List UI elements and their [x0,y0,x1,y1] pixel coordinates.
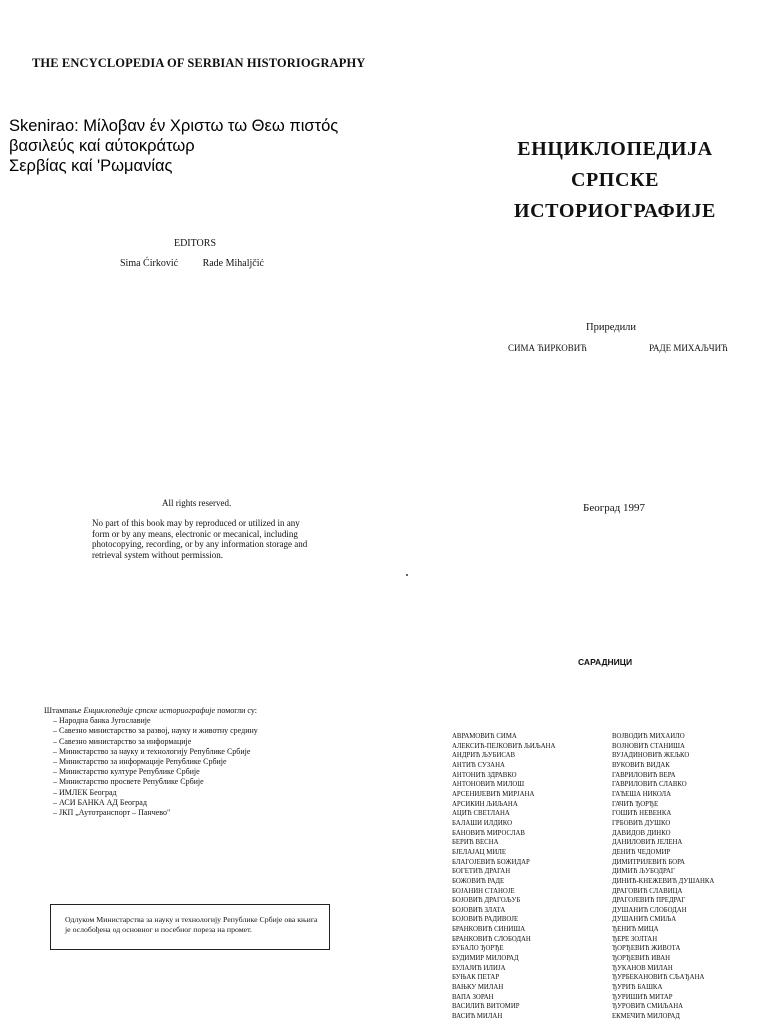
contributor-name: АЦИЋ СВЕТЛАНА [452,810,510,818]
contributor-name: АНТИЋ СУЗАНА [452,761,505,769]
contributor-name: ЂУКАНОВ МИЛАН [612,964,673,972]
contributor-name: БЕРИЋ ВЕСНА [452,839,499,847]
contributor-name: ЂЕНИЋ МИЦА [612,926,659,934]
contributor-name: ВУЈАДИНОВИЋ ЖЕЉКО [612,752,690,760]
contributor-name: ДИМИТРИЈЕВИЋ БОРА [612,858,685,866]
contributor-name: ДАВИДОВ ДИНКО [612,829,671,837]
rights-notice: No part of this book may by reproduced or utilized in any form or by any means, electronic or mecanical, including photocopying, recording, or by any information storage and retrieval system without permission. [92,518,308,560]
contributor-name: ДУШАНИЋ СМИЉА [612,916,677,924]
contributor-name: БУЊАК ПЕТАР [452,974,500,982]
serbian-title-line: ЕНЦИКЛОПЕДИЈА [517,138,713,160]
english-title: THE ENCYCLOPEDIA OF SERBIAN HISTORIOGRAPHY [32,56,366,70]
contributor-name: БУДИМИР МИЛОРАД [452,955,519,963]
tax-exemption-box [50,904,330,950]
contributor-name: ВАЊКУ МИЛАН [452,984,504,992]
serbian-title-line: СРПСКЕ [570,169,660,191]
contributor-name: ЂУРИШИЋ МИТАР [612,993,673,1001]
contributor-name: ДУШАНИЋ СЛОБОДАН [612,906,687,914]
contributor-name: БРАНКОВИЋ СИНИША [452,926,526,934]
contributor-name: ВАСИЛИЋ ВИТОМИР [452,1003,520,1011]
editors-label: EDITORS [173,238,217,249]
contributor-name: ВАПА ЗОРАН [452,993,494,1001]
scan-speck [406,574,408,576]
contributor-name: АНДРИЋ ЉУБИСАВ [452,752,516,760]
contributor-name: АНТОНИЋ ЗДРАВКО [452,771,517,779]
editor-name: Sima Ćirković [120,258,179,269]
contributor-name: БОЈОВИЋ ДРАГОЉУБ [452,897,521,905]
contributor-name: БОЈОВИЋ РАДИВОЈЕ [452,916,519,924]
contributor-name: ВОЈВОДИЋ МИХАИЛО [612,733,685,740]
contributors-column-right [612,732,714,1022]
contributor-name: ГАВРИЛОВИЋ СЛАВКО [612,781,687,789]
contributor-name: ДАНИЛОВИЋ ЈЕЛЕНА [612,839,683,847]
support-item: – Министарство културе Републике Србије [53,767,200,777]
scan-note [9,116,338,176]
scan-note-line: Σερβίας καί 'Ρωμανίας [9,157,173,175]
contributor-name: ДЕНИЋ ЧЕДОМИР [612,848,671,856]
support-item: – ИМЛЕК Београд [53,787,117,797]
contributor-name: ГРБОВИЋ ДУШКО [612,819,671,827]
contributor-name: ЕКМЕЧИЋ МИЛОРАД [612,1013,680,1021]
contributor-name: БРАНКОВИЋ СЛОБОДАН [452,935,531,943]
contributor-name: ЂУРОВИЋ СМИЉАНА [612,1003,684,1011]
contributor-name: БЈЕЛАЈАЦ МИЛЕ [452,848,507,856]
scan-note-line: βασιλεύς καί αύτοκράτωρ [9,137,195,155]
contributor-name: БОЈОВИЋ ЗЛАТА [452,906,506,914]
contributor-name: ГАЋЕША НИКОЛА [612,790,672,798]
contributor-name: ВОЈНОВИЋ СТАНИША [612,742,685,750]
contributors-column-left [452,732,555,1022]
contributor-name: ЂЕРЕ ЗОЛТАН [612,935,658,943]
contributor-name: ЂОРЂЕВИЋ ЖИВОТА [612,945,681,953]
contributor-name: ГОШИЋ НЕВЕНКА [612,810,672,818]
serbian-title-line: ИСТОРИОГРАФИЈЕ [513,200,716,222]
contributor-name: БЛАГОЈЕВИЋ БОЖИДАР [452,858,530,866]
contributor-name: БОГЕТИЋ ДРАГАН [452,868,511,876]
contributors-heading: САРАДНИЦИ [578,657,633,667]
contributor-name: БАНОВИЋ МИРОСЛАВ [452,829,525,837]
support-item: – Савезно министарство за развој, науку и животну средину [53,726,258,736]
contributor-name: ДРАГОВИЋ СЛАВИЦА [612,887,683,895]
serbian-editor-names [508,343,728,353]
contributor-name: ЂУРБЕКАНОВИЋ СЉАЂАНА [612,974,705,982]
support-intro-prefix: Штампање [44,706,84,715]
editor-names [120,258,264,269]
support-item: – ЈКП „Аутотранспорт – Панчево" [53,808,171,818]
support-intro [44,706,258,716]
support-item: – Народна банка Југославије [53,716,151,726]
contributor-name: ЂУРИЋ БАШКА [612,984,663,992]
place-and-year: Београд 1997 [583,502,645,514]
contributor-name: АРСИКИН ЉИЉАНА [452,800,518,808]
contributor-name: ДРАГОЈЕВИЋ ПРЕДРАГ [612,897,686,905]
support-item: – Савезно министарство за информације [53,736,192,746]
contributor-name: БУЛАЈИЋ ИЛИЈА [452,964,506,972]
contributor-name: ГАВРИЛОВИЋ ВЕРА [612,771,676,779]
editor-name: Rade Mihaljčić [202,258,264,269]
serbian-editor-name: РАДЕ МИХАЉЧИЋ [649,343,728,353]
contributor-name: АВРАМОВИЋ СИМА [452,733,517,740]
serbian-title [500,134,730,227]
support-item: – АСИ БАНКА АД Београд [53,797,147,807]
support-item: – Министарство просвете Републике Србије [53,777,204,787]
serbian-editor-name: СИМА ЋИРКОВИЋ [508,343,587,353]
support-item: – Министарство за науку и технологију Републике Србије [53,746,251,756]
contributor-name: БОЈАНИН СТАНОЈЕ [452,887,515,895]
support-intro-book-title: Енциклопедије српске историографије [83,706,216,715]
contributor-name: ЂОРЂЕВИЋ ИВАН [612,955,671,963]
tax-exemption-note: Одлуком Министарства за науку и технологију Републике Србије ова књига је ослобођена од основног и посебног пореза на промет. [65,915,318,934]
rights-reserved: All rights reserved. [162,498,232,508]
contributor-name: АНТОНОВИЋ МИЛОШ [452,781,525,789]
support-intro-suffix: помогли су: [215,706,257,715]
scan-note-line: Skenirao: Μίλοβαν έν Χριστω τω Θεω πιστός [9,117,339,135]
support-item: – Министарство за информације Републике Србије [53,757,227,767]
prepared-by-label: Приредили [586,322,637,333]
contributor-name: ВАСИЋ МИЛАН [452,1013,503,1021]
print-support-list [44,706,258,818]
contributor-name: ВУКОВИЋ ВИДАК [612,761,670,769]
contributor-name: БОЖОВИЋ РАДЕ [452,877,505,885]
contributor-name: АРСЕНИЈЕВИЋ МИРЈАНА [452,790,535,798]
contributor-name: АЛЕКСИЋ-ПЕЈКОВИЋ ЉИЉАНА [452,742,556,750]
contributor-name: ГАЧИЋ ЂОРЂЕ [612,800,659,808]
contributor-name: ДИНИЋ-КНЕЖЕВИЋ ДУШАНКА [612,877,715,885]
contributor-name: ДИМИЋ ЉУБОДРАГ [612,868,675,876]
contributor-name: БУБАЛО ЂОРЂЕ [452,945,504,953]
contributor-name: БАЛАШИ ИЛДИКО [452,819,513,827]
